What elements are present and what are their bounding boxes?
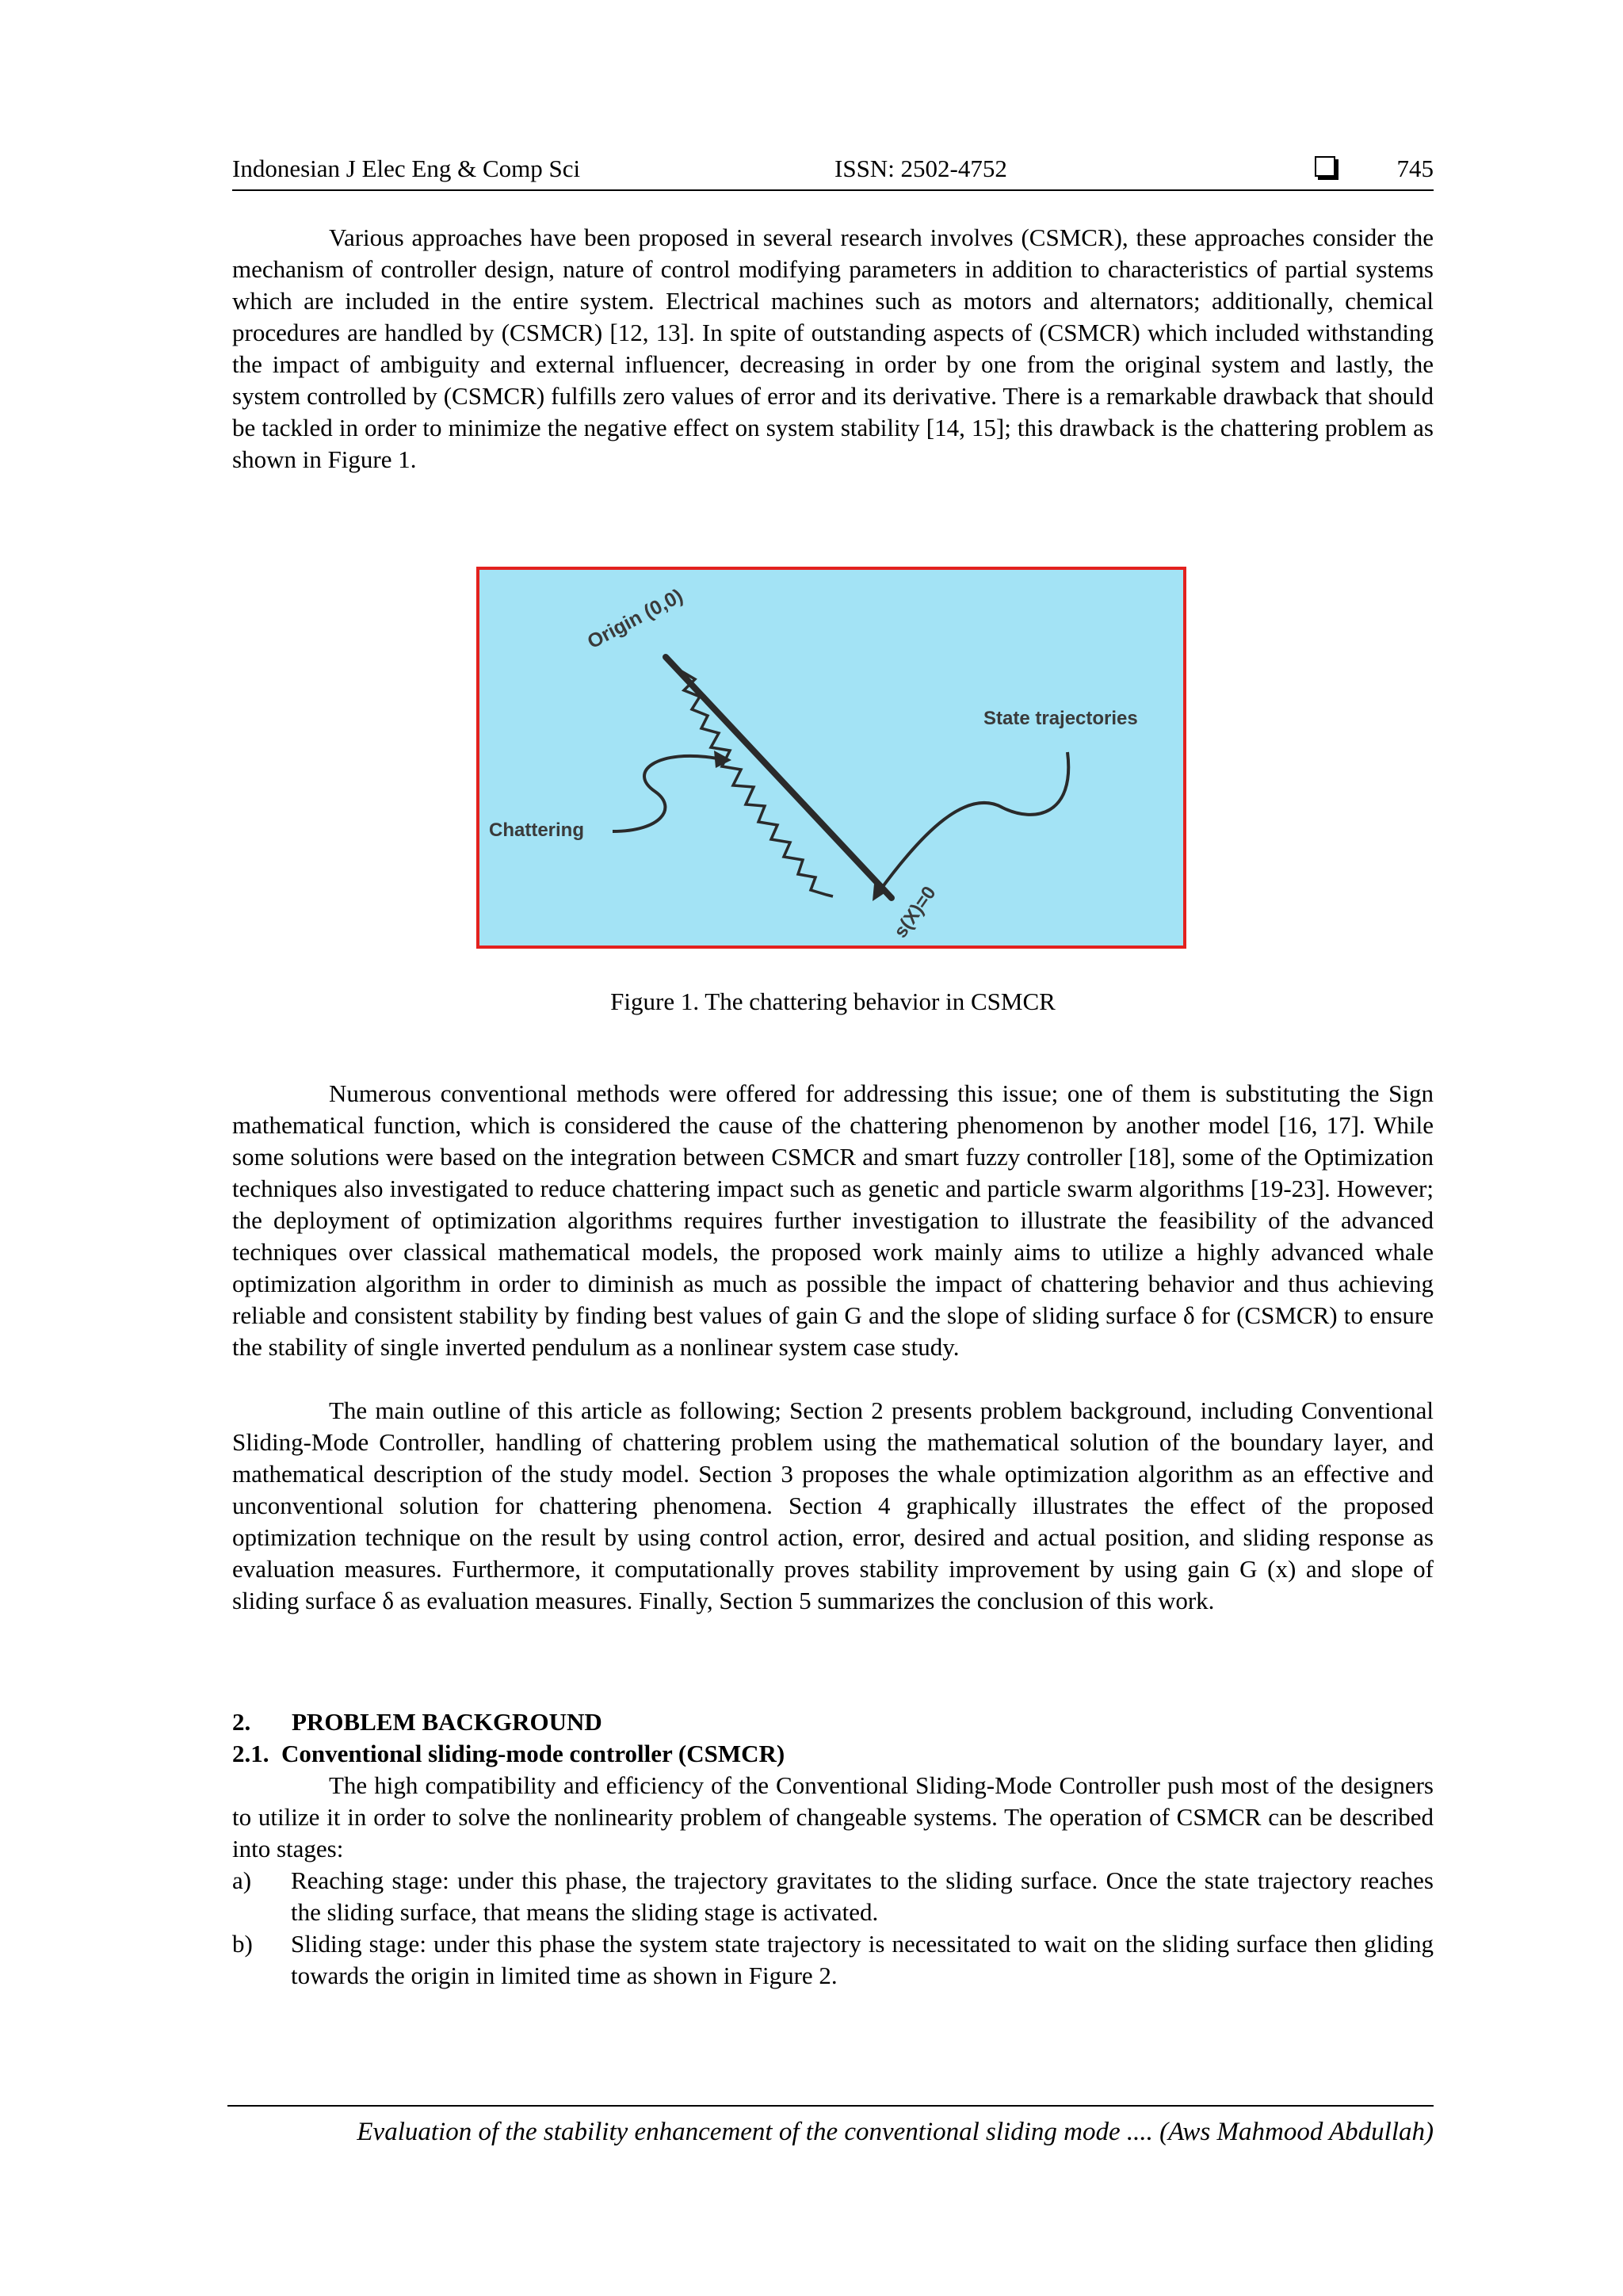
origin-label: Origin (0,0) [583, 584, 687, 654]
chattering-pointer-curve [613, 756, 717, 831]
figure-chattering [476, 567, 1186, 949]
chattering-label: Chattering [489, 819, 584, 841]
subsection-heading [232, 1738, 1434, 1770]
section-heading [232, 1706, 1434, 1738]
page-footer: Evaluation of the stability enhancement of the conventional sliding mode .... (Aws Mahmood Abdullah) [227, 2105, 1434, 2147]
paragraph-methods: Numerous conventional methods were offered for addressing this issue; one of them is substituting the Sign mathematical function, which is considered the cause of the chattering phenomenon by another model [16, 17]. While some solutions were based on the integration between CSMCR and smart fuzzy controller [18], some of the Optimization techniques also investigated to reduce chattering impact such as genetic and particle swarm algorithms [19-23]. However; the deployment of optimization algorithms requires further investigation to illustrate the feasibility of the advanced techniques over classical mathematical models, the proposed work mainly aims to utilize a highly advanced whale optimization algorithm in order to diminish as much as possible the impact of chattering behavior and thus achieving reliable and consistent stability by finding best values of gain G and the slope of sliding surface δ for (CSMCR) to ensure the stability of single inverted pendulum as a nonlinear system case study. [232, 1079, 1434, 1361]
paragraph-intro: Various approaches have been proposed in several research involves (CSMCR), these approaches consider the mechanism of controller design, nature of control modifying parameters in addition to characteristics of partial systems which are included in the entire system. Electrical machines such as motors and alternators; additionally, chemical procedures are handled by (CSMCR) [12, 13]. In spite of outstanding aspects of (CSMCR) which included withstanding the impact of ambiguity and external influencer, decreasing in order by one from the original system and lastly, the system controlled by (CSMCR) fulfills zero values of error and its derivative. There is a remarkable drawback that should be tackled in order to minimize the negative effect on system stability [14, 15]; this drawback is the chattering problem as shown in Figure 1. [232, 223, 1434, 473]
list-item [232, 1928, 1434, 1992]
list-item-text: Reaching stage: under this phase, the trajectory gravitates to the sliding surface. Once the state trajectory reaches the sliding surface, that means the sliding stage is activated. [291, 1866, 1434, 1926]
list-marker: b) [232, 1930, 253, 1958]
chattering-diagram [479, 570, 1183, 946]
paragraph-csmcr: The high compatibility and efficiency of the Conventional Sliding-Mode Controller push most of the designers to utilize it in order to solve the nonlinearity problem of changeable systems. The operation of CSMCR can be described into stages: [232, 1771, 1434, 1862]
sliding-surface-label: s(X)=0 [889, 882, 941, 942]
state-trajectory-curve [880, 752, 1068, 891]
figure-caption: Figure 1. The chattering behavior in CSMCR [610, 988, 1056, 1015]
list-item [232, 1865, 1434, 1928]
chattering-zigzag [682, 671, 833, 896]
sliding-surface-line [666, 657, 892, 898]
journal-name: Indonesian J Elec Eng & Comp Sci [232, 155, 581, 182]
list-marker: a) [232, 1866, 252, 1894]
stages-list [232, 1865, 1434, 1992]
section-title: PROBLEM BACKGROUND [292, 1708, 602, 1736]
checkbox-square-icon [1315, 156, 1335, 177]
paragraph-outline: The main outline of this article as following; Section 2 presents problem background, including Conventional Sliding-Mode Controller, handling of chattering problem using the mathematical solution of the boundary layer, and mathematical description of the study model. Section 3 proposes the whale optimization algorithm as an effective and unconventional solution for chattering phenomena. Section 4 graphically illustrates the effect of the proposed optimization technique on the result by using control action, error, desired and actual position, and sliding response as evaluation measures. Furthermore, it computationally proves stability improvement by using gain G (x) and slope of sliding surface δ as evaluation measures. Finally, Section 5 summarizes the conclusion of this work. [232, 1396, 1434, 1614]
page-number: 745 [1396, 155, 1434, 182]
state-trajectories-label: State trajectories [983, 708, 1138, 729]
subsection-number: 2.1. [232, 1740, 269, 1767]
issn: ISSN: 2502-4752 [834, 155, 1007, 182]
list-item-text: Sliding stage: under this phase the system state trajectory is necessitated to wait on the sliding surface then gliding towards the origin in limited time as shown in Figure 2. [291, 1930, 1434, 1989]
subsection-title: Conventional sliding-mode controller (CSMCR) [281, 1740, 785, 1767]
page-header [232, 153, 1434, 191]
section-number: 2. [232, 1708, 251, 1736]
